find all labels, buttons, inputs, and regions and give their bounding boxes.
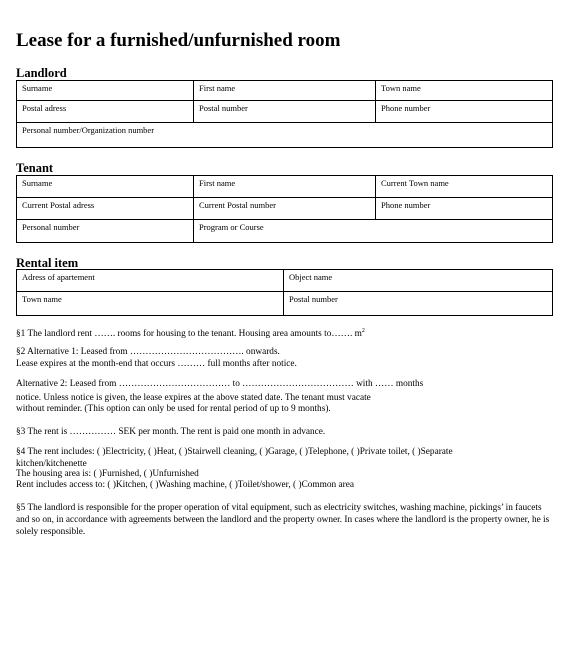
tenant-first-name-field[interactable]: First name: [194, 176, 376, 198]
clause-2-line-2: Lease expires at the month-end that occurs ……… full months after notice.: [16, 358, 297, 369]
clause-4-line-4: Rent includes access to: ( )Kitchen, ( )Washing machine, ( )Toilet/shower, ( )Common area: [16, 479, 354, 490]
clause-5-text: §5 The landlord is responsible for the proper operation of vital equipment, such as electricity switches, washing machine, pickings’ in faucets and so on, in accordance with agreements between the landlord and the property owner. In cases where the landlord is the property owner, he is solely responsible.: [16, 503, 550, 537]
tenant-current-postal-address-field[interactable]: Current Postal adress: [17, 198, 194, 220]
tenant-current-town-name-field[interactable]: Current Town name: [376, 176, 553, 198]
tenant-surname-field[interactable]: Surname: [17, 176, 194, 198]
rental-postal-number-field[interactable]: Postal number: [284, 292, 553, 316]
alt2-line-3: without reminder. (This option can only be used for rental period of up to 9 months).: [16, 404, 331, 414]
rental-town-name-field[interactable]: Town name: [17, 292, 284, 316]
tenant-program-field[interactable]: Program or Course: [194, 220, 553, 243]
landlord-personal-number-field[interactable]: Personal number/Organization number: [17, 123, 553, 148]
rental-item-table: [16, 269, 553, 316]
landlord-phone-number-field[interactable]: Phone number: [376, 101, 553, 123]
clause-1-text: §1 The landlord rent ……. rooms for housing to the tenant. Housing area amounts to……. m: [16, 329, 362, 340]
landlord-table: [16, 80, 553, 148]
clause-1-superscript: 2: [361, 328, 365, 334]
clause-2-line-1: §2 Alternative 1: Leased from ………………………………. onwards.: [16, 347, 280, 357]
clause-1: [16, 326, 556, 341]
page-title: Lease for a furnished/unfurnished room: [16, 30, 341, 51]
clause-4-line-1: §4 The rent includes: ( )Electricity, ( )Heat, ( )Stairwell cleaning, ( )Garage, ( )Telephone, ( )Private toilet, ( )Separate: [16, 447, 453, 457]
rental-address-field[interactable]: Adress of apartement: [17, 270, 284, 292]
tenant-table: [16, 175, 553, 243]
tenant-heading: Tenant: [16, 161, 54, 175]
rental-object-name-field[interactable]: Object name: [284, 270, 553, 292]
clause-4-line-2: kitchen/kitchenette: [16, 458, 87, 469]
landlord-town-name-field[interactable]: Town name: [376, 81, 553, 101]
clause-4-line-3: The housing area is: ( )Furnished, ( )Unfurnished: [16, 468, 199, 479]
clause-3-text: §3 The rent is …………… SEK per month. The rent is paid one month in advance.: [16, 427, 326, 437]
landlord-postal-number-field[interactable]: Postal number: [194, 101, 376, 123]
alt2-line-1: Alternative 2: Leased from ……………………………… to ……………………………… with …… months: [16, 379, 424, 389]
landlord-first-name-field[interactable]: First name: [194, 81, 376, 101]
tenant-current-postal-number-field[interactable]: Current Postal number: [194, 198, 376, 220]
alt2-line-2: notice. Unless notice is given, the lease expires at the above stated date. The tenant must vacate: [16, 392, 371, 403]
landlord-postal-address-field[interactable]: Postal adress: [17, 101, 194, 123]
landlord-heading: Landlord: [16, 66, 67, 80]
clause-2: [16, 347, 556, 370]
landlord-surname-field[interactable]: Surname: [17, 81, 194, 101]
rental-item-heading: Rental item: [16, 256, 79, 270]
tenant-phone-number-field[interactable]: Phone number: [376, 198, 553, 220]
clause-5: [16, 502, 554, 538]
clause-2-alternative-2: [16, 379, 556, 416]
clause-3: [16, 427, 556, 439]
tenant-personal-number-field[interactable]: Personal number: [17, 220, 194, 243]
clause-4: [16, 447, 556, 491]
